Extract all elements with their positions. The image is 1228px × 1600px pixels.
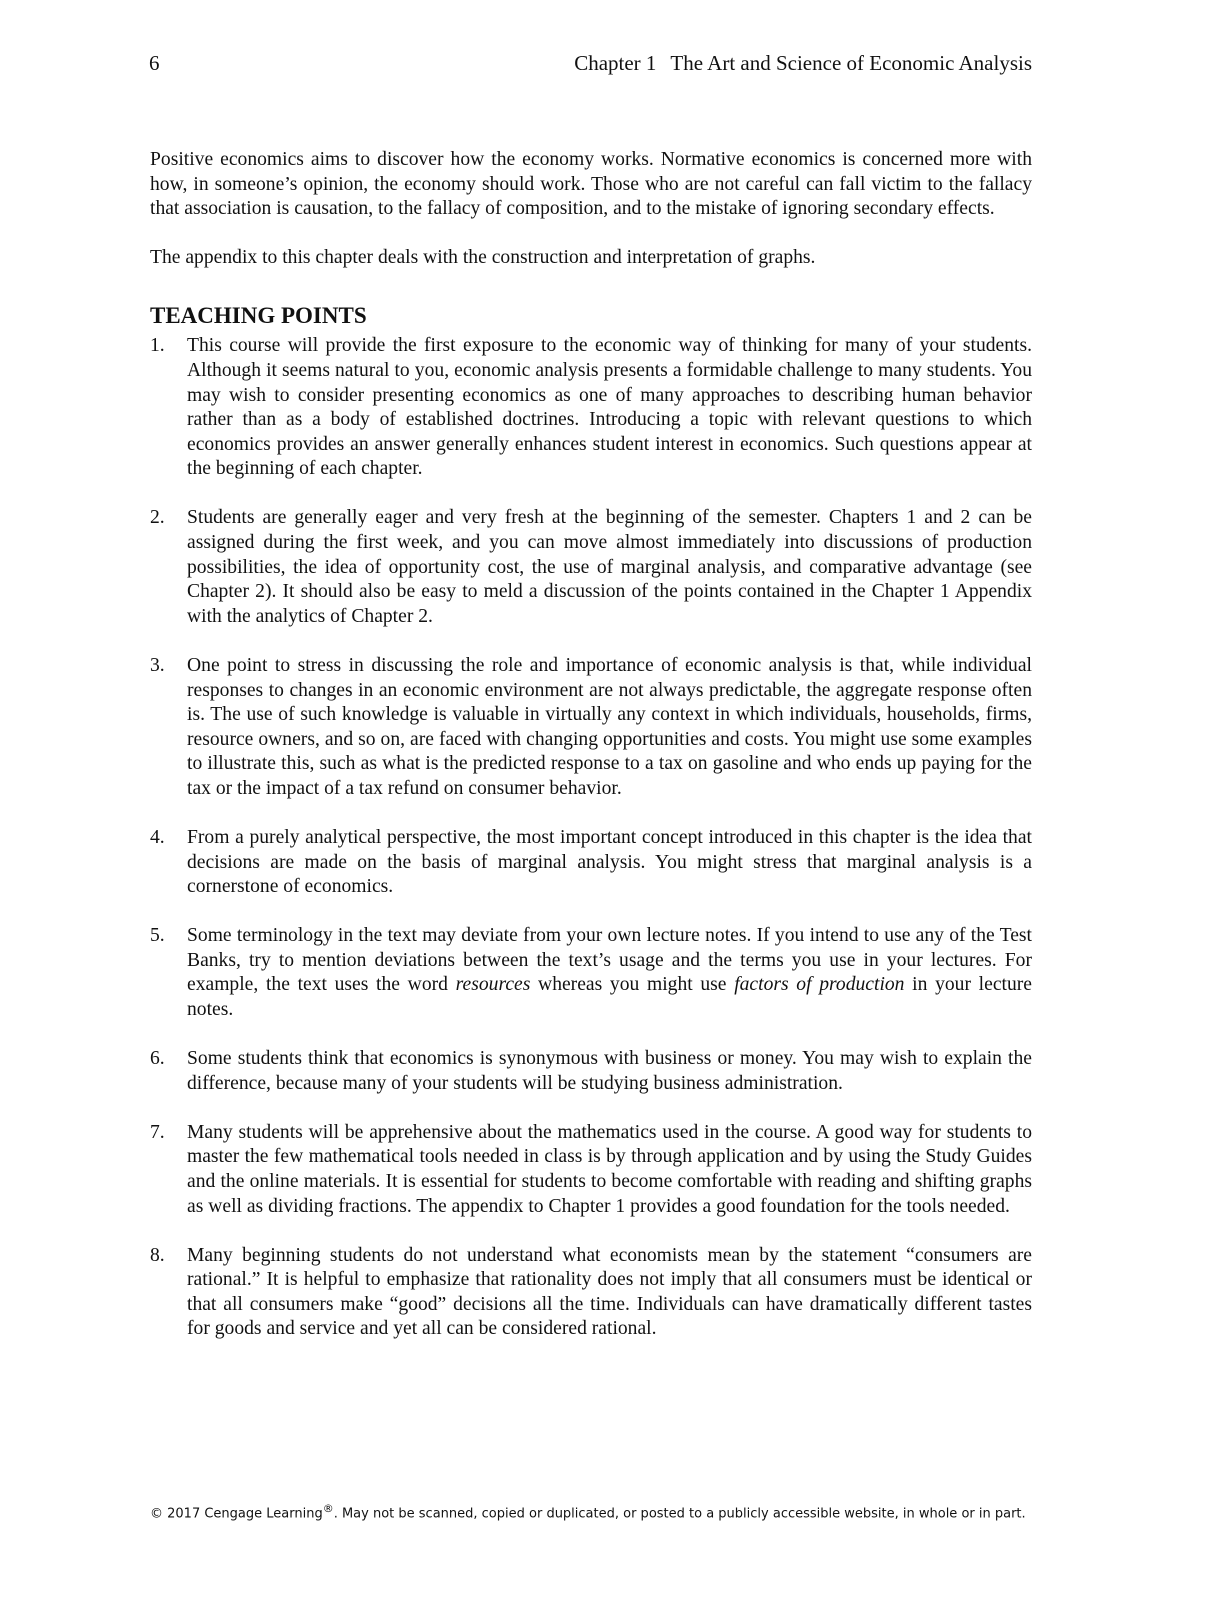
running-header <box>574 50 1032 76</box>
point-number: 2. <box>150 507 165 529</box>
point-number: 3. <box>150 654 165 676</box>
page-content <box>150 148 1032 1367</box>
point-number: 6. <box>150 1048 165 1070</box>
point-text: Students are generally eager and very fresh at the beginning of the semester. Chapters 1 and 2 can be assigned during the first week, and you can move almost immediately into discussions of production possibilities, the idea of opportunity cost, the use of marginal analysis, and comparative advantage (see Chapter 2). It should also be easy to meld a discussion of the points contained in the Chapter 1 Appendix with the analytics of Chapter 2. <box>187 507 1032 627</box>
copyright-footer <box>150 1500 1026 1523</box>
copyright-prefix: © 2017 Cengage Learning <box>150 1506 323 1522</box>
point-text: Many beginning students do not understand what economists mean by the statement “consumers are rational.” It is helpful to emphasize that rationality does not imply that all consumers must be identical or that all consumers make “good” decisions all the time. Individuals can have dramatically different tastes for goods and service and yet all can be considered rational. <box>187 1244 1032 1340</box>
section-heading: TEACHING POINTS <box>150 303 367 329</box>
teaching-point-8 <box>150 1244 1032 1342</box>
chapter-label: Chapter 1 <box>574 51 657 75</box>
point-text: Many students will be apprehensive about the mathematics used in the course. A good way for students to master the few mathematical tools needed in class is by through application and by using the Study Guides and the online materials. It is essential for students to become comfortable with reading and shifting graphs as well as dividing fractions. The appendix to Chapter 1 provides a good foundation for the tools needed. <box>187 1121 1032 1217</box>
point-text: This course will provide the first exposure to the economic way of thinking for many of your students. Although it seems natural to you, economic analysis presents a formidable challenge to many students. You may wish to consider presenting economics as one of many approaches to describing human behavior rather than as a body of established doctrines. Introducing a topic with relevant questions to which economics provides an answer generally enhances student interest in economics. Such questions appear at the beginning of each chapter. <box>187 335 1032 480</box>
page-number: 6 <box>149 51 160 75</box>
point-number: 8. <box>150 1244 165 1266</box>
teaching-points-list <box>150 334 1032 1342</box>
teaching-point-4 <box>150 826 1032 900</box>
intro-paragraph: Positive economics aims to discover how the economy works. Normative economics is concerned more with how, in someone’s opinion, the economy should work. Those who are not careful can fall victim to the fallacy that association is causation, to the fallacy of composition, and to the mistake of ignoring secondary effects. <box>150 149 1032 220</box>
point-text-after: in your lecture notes. <box>187 974 1032 1021</box>
point-emphasis-factors: factors of production <box>734 974 905 996</box>
teaching-point-7 <box>150 1121 1032 1219</box>
point-number: 4. <box>150 826 165 848</box>
point-text-before: Some terminology in the text may deviate from your own lecture notes. If you intend to use any of the Test Banks, try to mention deviations between the text’s usage and the terms you use in your lectures. For example, the text uses the word <box>187 925 1032 996</box>
teaching-point-1 <box>150 334 1032 482</box>
chapter-title: The Art and Science of Economic Analysis <box>670 51 1032 75</box>
point-emphasis-resources: resources <box>455 974 531 996</box>
point-number: 5. <box>150 925 165 947</box>
point-text: Some students think that economics is synonymous with business or money. You may wish to explain the difference, because many of your students will be studying business administration. <box>187 1048 1032 1094</box>
point-number: 7. <box>150 1121 165 1143</box>
teaching-point-2 <box>150 506 1032 629</box>
teaching-point-3 <box>150 654 1032 802</box>
appendix-paragraph: The appendix to this chapter deals with the construction and interpretation of graphs. <box>150 246 816 268</box>
registered-mark: ® <box>322 1502 334 1515</box>
teaching-point-5 <box>150 924 1032 1022</box>
point-text: From a purely analytical perspective, the most important concept introduced in this chapter is the idea that decisions are made on the basis of marginal analysis. You might stress that marginal analysis is a cornerstone of economics. <box>187 826 1032 898</box>
teaching-point-6 <box>150 1047 1032 1096</box>
point-number: 1. <box>150 335 165 357</box>
point-text: One point to stress in discussing the role and importance of economic analysis is that, while individual responses to changes in an economic environment are not always predictable, the aggregate response often is. The use of such knowledge is valuable in virtually any context in which individuals, households, firms, resource owners, and so on, are faced with changing opportunities and costs. You might use some examples to illustrate this, such as what is the predicted response to a tax on gasoline and who ends up paying for the tax or the impact of a tax refund on consumer behavior. <box>187 654 1032 799</box>
point-text-middle: whereas you might use <box>530 974 735 996</box>
copyright-suffix: . May not be scanned, copied or duplicated, or posted to a publicly accessible website, in whole or in part. <box>333 1506 1026 1522</box>
